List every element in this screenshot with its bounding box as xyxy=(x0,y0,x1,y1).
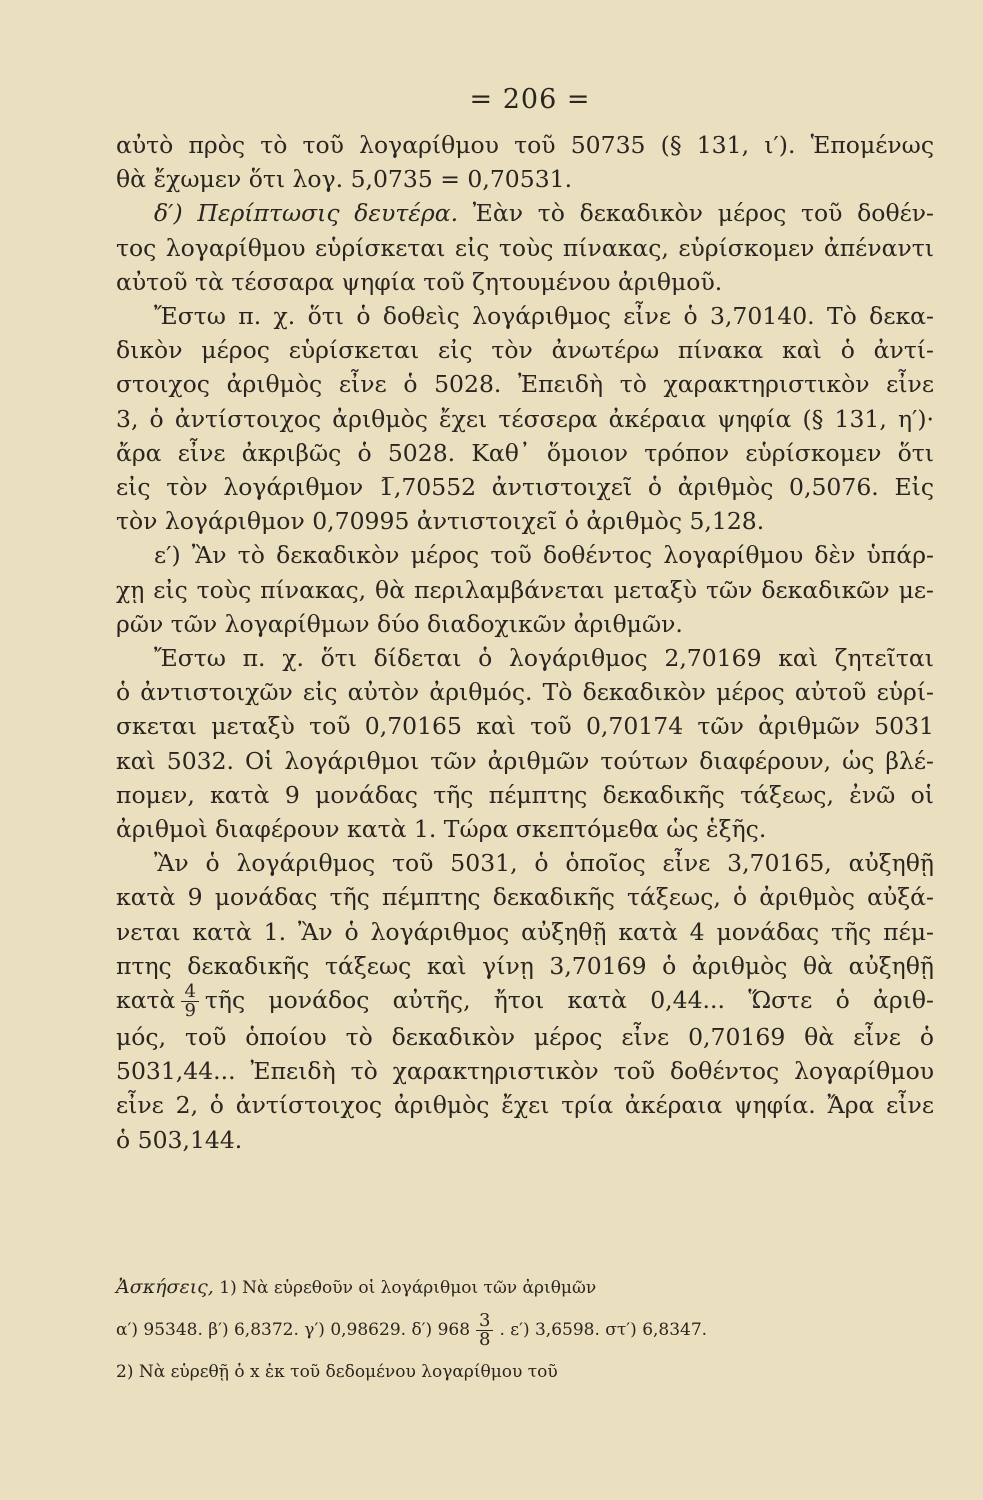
text-line: Ἂν ὁ λογάριθμος τοῦ 5031, ὁ ὁποῖος εἶνε 3,70165, αὐξηθῇ xyxy=(154,849,934,878)
text-line: δικὸν μέρος εὑρίσκεται εἰς τὸν ἀνωτέρω πίνακα καὶ ὁ ἀντί- xyxy=(116,336,934,365)
text-line: χῃ εἰς τοὺς πίνακας, θὰ περιλαμβάνεται μεταξὺ τῶν δεκαδικῶν με- xyxy=(116,575,934,604)
text-line: μός, τοῦ ὁποίου τὸ δεκαδικὸν μέρος εἶνε 0,70169 θὰ εἶνε ὁ xyxy=(116,1023,934,1052)
exercises-heading: Ἀσκήσεις, xyxy=(116,1276,214,1298)
fraction-numerator: 3 xyxy=(476,1312,493,1331)
text-line: στοιχος ἀριθμὸς εἶνε ὁ 5028. Ἐπειδὴ τὸ χαρακτηριστικὸν εἶνε xyxy=(116,370,934,399)
exercise-items: α′) 95348. β′) 6,8372. γ′) 0,98629. δ′) 968 xyxy=(116,1320,471,1340)
text-line: νεται κατὰ 1. Ἂν ὁ λογάριθμος αὐξηθῇ κατὰ 4 μονάδας τῆς πέμ- xyxy=(116,917,934,946)
text-line: 5031,44... Ἐπειδὴ τὸ χαρακτηριστικὸν τοῦ δοθέντος λογαρίθμου xyxy=(116,1057,934,1086)
exercise-items: . ε′) 3,6598. στ′) 6,8347. xyxy=(499,1320,708,1340)
text-line: ὁ 503,144. xyxy=(116,1125,243,1154)
text-line: καὶ 5032. Οἱ λογάριθμοι τῶν ἀριθμῶν τούτων διαφέρουν, ὡς βλέ- xyxy=(116,746,934,775)
text-line: ἄρα εἶνε ἀκριβῶς ὁ 5028. Καθ᾽ ὅμοιον τρόπον εὑρίσκομεν ὅτι xyxy=(116,438,934,467)
text-line: πομεν, κατὰ 9 μονάδας τῆς πέμπτης δεκαδικῆς τάξεως, ἐνῶ οἱ xyxy=(116,780,934,809)
section-heading: δ′) Περίπτωσις δευτέρα. xyxy=(154,199,459,228)
text-line: θὰ ἔχωμεν ὅτι λογ. 5,0735 = 0,70531. xyxy=(116,165,573,194)
exercise-line: 2) Νὰ εὑρεθῇ ὁ x ἐκ τοῦ δεδομένου λογαρίθμου τοῦ xyxy=(116,1362,558,1382)
text-line: πτης δεκαδικῆς τάξεως καὶ γίνῃ 3,70169 ὁ ἀριθμὸς θὰ αὐξηθῇ xyxy=(116,951,934,980)
text-line: εἶνε 2, ὁ ἀντίστοιχος ἀριθμὸς ἔχει τρία ἀκέραια ψηφία. Ἄρα εἶνε xyxy=(116,1091,934,1120)
text-line: τὸν λογάριθμον 0,70995 ἀντιστοιχεῖ ὁ ἀριθμὸς 5,128. xyxy=(116,507,765,536)
text-line xyxy=(116,983,934,1020)
text-line: ἀριθμοὶ διαφέρουν κατὰ 1. Τώρα σκεπτόμεθα ὡς ἑξῆς. xyxy=(116,815,767,844)
fraction xyxy=(181,983,198,1020)
exercise-line xyxy=(116,1266,916,1309)
exercise-text: 1) Νὰ εὑρεθοῦν οἱ λογάριθμοι τῶν ἀριθμῶν xyxy=(213,1278,597,1298)
text-line: κατὰ 9 μονάδας τῆς πέμπτης δεκαδικῆς τάξεως, ὁ ἀριθμὸς αὐξά- xyxy=(116,883,934,912)
text-line: Ἔστω π. χ. ὅτι δίδεται ὁ λογάριθμος 2,70169 καὶ ζητεῖται xyxy=(154,644,934,673)
text-span: Ἐὰν τὸ δεκαδικὸν μέρος τοῦ δοθέν- xyxy=(458,199,934,228)
fraction xyxy=(476,1312,493,1349)
text-span: κατὰ xyxy=(116,986,176,1015)
text-line: 3, ὁ ἀντίστοιχος ἀριθμὸς ἔχει τέσσερα ἀκέραια ψηφία (§ 131, η′)· xyxy=(116,404,934,433)
fraction-denominator: 8 xyxy=(479,1329,491,1350)
text-span: τῆς μονάδος αὐτῆς, ἤτοι κατὰ 0,44... Ὥστε ὁ ἀριθ- xyxy=(204,986,934,1015)
text-line: Ἔστω π. χ. ὅτι ὁ δοθεὶς λογάριθμος εἶνε ὁ 3,70140. Τὸ δεκα- xyxy=(154,302,934,331)
text-line: εἰς τὸν λογάριθμον 1̅,70552 ἀντιστοιχεῖ ὁ ἀριθμὸς 0,5076. Εἰς xyxy=(116,473,934,502)
page-number: = 206 = xyxy=(469,84,591,115)
fraction-denominator: 9 xyxy=(184,1000,196,1021)
text-line: τος λογαρίθμου εὑρίσκεται εἰς τοὺς πίνακας, εὑρίσκομεν ἀπέναντι xyxy=(116,233,934,262)
text-line: ὁ ἀντιστοιχῶν εἰς αὐτὸν ἀριθμός. Τὸ δεκαδικὸν μέρος αὐτοῦ εὑρί- xyxy=(116,678,934,707)
text-line: ρῶν τῶν λογαρίθμων δύο διαδοχικῶν ἀριθμῶν. xyxy=(116,609,683,638)
text-line: αὐτοῦ τὰ τέσσαρα ψηφία τοῦ ζητουμένου ἀριθμοῦ. xyxy=(116,267,723,296)
text-line: ε′) Ἂν τὸ δεκαδικὸν μέρος τοῦ δοθέντος λογαρίθμου δὲν ὑπάρ- xyxy=(154,541,934,570)
fraction-numerator: 4 xyxy=(181,983,198,1002)
text-line xyxy=(116,196,934,230)
exercise-line xyxy=(116,1309,916,1351)
text-line: σκεται μεταξὺ τοῦ 0,70165 καὶ τοῦ 0,70174 τῶν ἀριθμῶν 5031 xyxy=(116,712,934,741)
exercises-section xyxy=(116,1266,916,1393)
body-text xyxy=(116,128,934,1157)
text-line: αὐτὸ πρὸς τὸ τοῦ λογαρίθμου τοῦ 50735 (§ 131, ι′). Ἑπομένως xyxy=(116,131,934,159)
